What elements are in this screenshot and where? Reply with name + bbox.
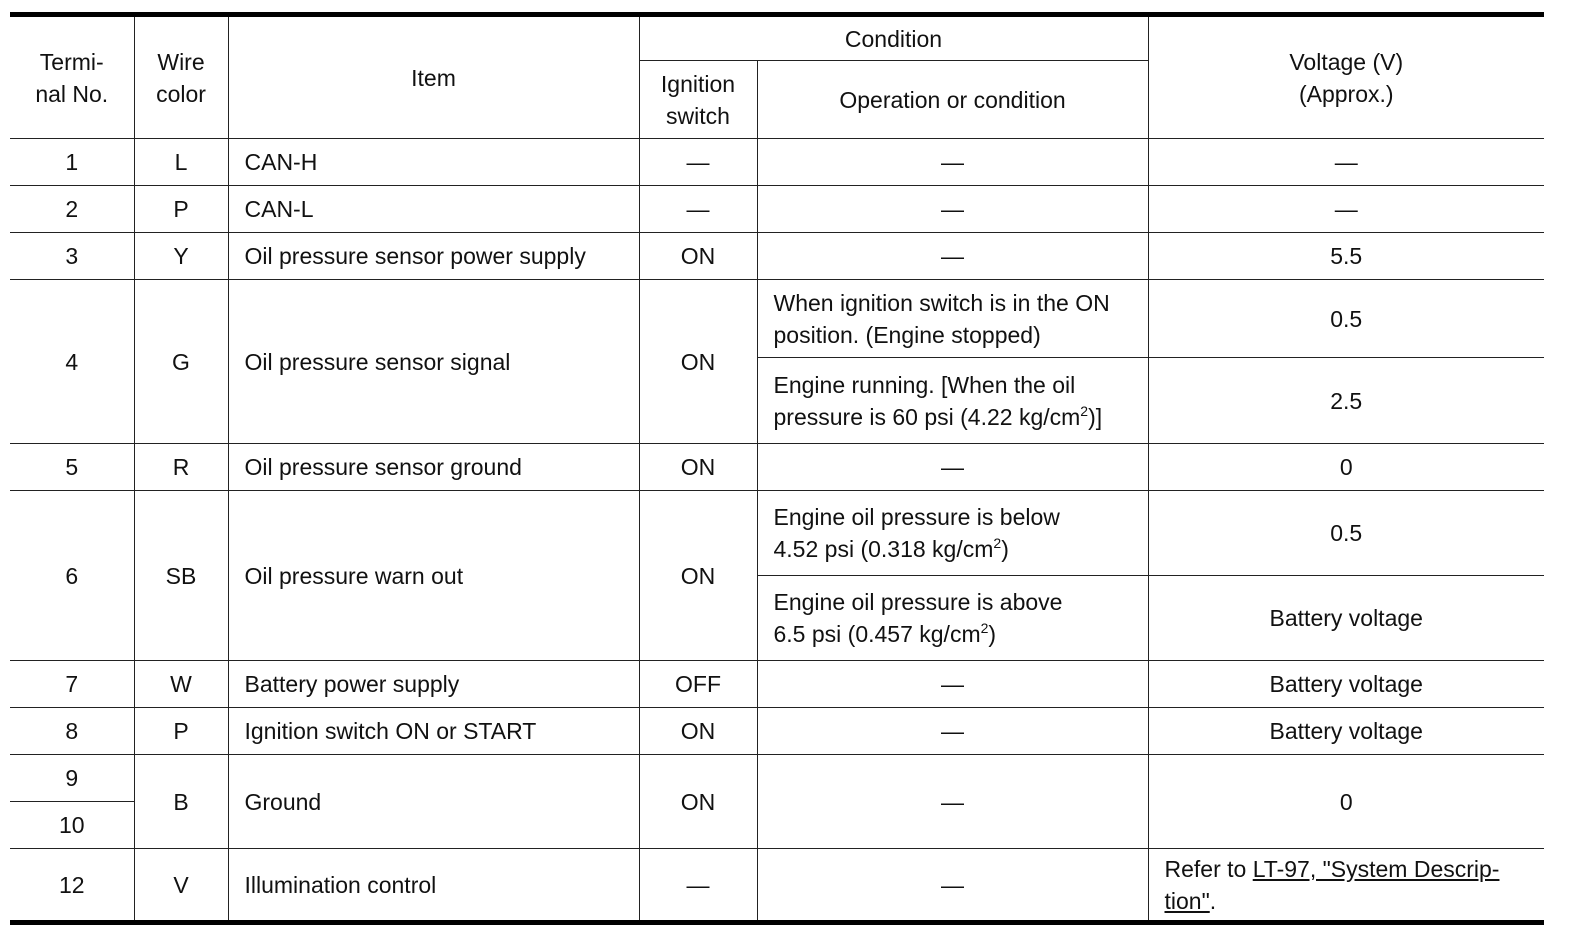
superscript: 2	[993, 535, 1002, 551]
operation-cell: —	[757, 849, 1148, 923]
terminal-cell: 8	[10, 708, 134, 755]
operation-text: Engine running. [When the oil pressure is 60 psi (4.22 kg/cm	[773, 371, 1081, 430]
operation-text-end: )]	[1088, 403, 1103, 430]
voltage-cell: 0.5	[1148, 280, 1544, 358]
operation-cell: —	[757, 661, 1148, 708]
header-condition: Condition	[639, 15, 1148, 61]
terminal-cell: 6	[10, 491, 134, 661]
voltage-cell: 0	[1148, 755, 1544, 849]
voltage-cell: 0.5	[1148, 491, 1544, 576]
operation-cell: —	[757, 755, 1148, 849]
terminal-cell: 1	[10, 139, 134, 186]
table-row	[10, 280, 1544, 358]
item-cell: Oil pressure sensor signal	[228, 280, 639, 444]
voltage-cell: 5.5	[1148, 233, 1544, 280]
header-voltage: Voltage (V) (Approx.)	[1148, 15, 1544, 139]
superscript: 2	[1080, 402, 1089, 419]
wire-cell: V	[134, 849, 228, 923]
operation-text: Engine oil pressure is above 6.5 psi (0.457 kg/cm	[773, 589, 1063, 647]
header-operation: Operation or condition	[757, 61, 1148, 139]
wire-cell: L	[134, 139, 228, 186]
item-cell: Ignition switch ON or START	[228, 708, 639, 755]
voltage-cell: Battery voltage	[1148, 661, 1544, 708]
operation-cell	[757, 358, 1148, 444]
ignition-cell: ON	[639, 708, 757, 755]
operation-cell: When ignition switch is in the ON position. (Engine stopped)	[757, 280, 1148, 358]
header-wire-color: Wire color	[134, 15, 228, 139]
ignition-cell: ON	[639, 280, 757, 444]
operation-text-end: )	[1001, 536, 1009, 562]
wire-cell: G	[134, 280, 228, 444]
table-row	[10, 661, 1544, 708]
item-cell: Illumination control	[228, 849, 639, 923]
table-row	[10, 491, 1544, 576]
item-cell: Oil pressure warn out	[228, 491, 639, 661]
terminal-cell: 2	[10, 186, 134, 233]
operation-cell: —	[757, 139, 1148, 186]
table-row	[10, 139, 1544, 186]
table-row	[10, 233, 1544, 280]
table-row	[10, 708, 1544, 755]
terminal-cell: 12	[10, 849, 134, 923]
item-cell: Oil pressure sensor power supply	[228, 233, 639, 280]
voltage-cell: —	[1148, 186, 1544, 233]
operation-cell: —	[757, 233, 1148, 280]
ignition-cell: ON	[639, 755, 757, 849]
item-cell: Battery power supply	[228, 661, 639, 708]
table-row	[10, 849, 1544, 923]
voltage-cell: 2.5	[1148, 358, 1544, 444]
wire-cell: W	[134, 661, 228, 708]
wire-cell: P	[134, 186, 228, 233]
voltage-cell	[1148, 849, 1544, 923]
wire-cell: B	[134, 755, 228, 849]
terminal-cell: 3	[10, 233, 134, 280]
ignition-cell: —	[639, 186, 757, 233]
operation-cell: —	[757, 186, 1148, 233]
wire-cell: Y	[134, 233, 228, 280]
item-cell: Oil pressure sensor ground	[228, 444, 639, 491]
ignition-cell: ON	[639, 233, 757, 280]
terminal-cell: 4	[10, 280, 134, 444]
header-row	[10, 15, 1544, 61]
terminal-cell: 5	[10, 444, 134, 491]
voltage-cell: 0	[1148, 444, 1544, 491]
header-ignition-switch: Ignition switch	[639, 61, 757, 139]
ignition-cell: ON	[639, 491, 757, 661]
table-row	[10, 444, 1544, 491]
ignition-cell: —	[639, 139, 757, 186]
voltage-cell: Battery voltage	[1148, 708, 1544, 755]
ignition-cell: ON	[639, 444, 757, 491]
operation-cell	[757, 491, 1148, 576]
operation-cell: —	[757, 708, 1148, 755]
voltage-cell: Battery voltage	[1148, 576, 1544, 661]
ignition-cell: —	[639, 849, 757, 923]
refer-text-end: .	[1209, 887, 1217, 914]
item-cell: Ground	[228, 755, 639, 849]
item-cell: CAN-L	[228, 186, 639, 233]
operation-cell: —	[757, 444, 1148, 491]
terminal-cell: 9	[10, 755, 134, 802]
operation-cell	[757, 576, 1148, 661]
operation-text-end: )	[988, 621, 997, 647]
voltage-cell: —	[1148, 139, 1544, 186]
header-terminal-no: Termi- nal No.	[10, 15, 134, 139]
system-description-link[interactable]: LT-97, "System Descrip- tion"	[1164, 855, 1500, 914]
refer-text: Refer to	[1164, 855, 1253, 882]
table-row	[10, 755, 1544, 802]
superscript: 2	[980, 620, 989, 636]
terminal-cell: 7	[10, 661, 134, 708]
ignition-cell: OFF	[639, 661, 757, 708]
terminal-spec-table	[10, 12, 1544, 925]
operation-text: Engine oil pressure is below 4.52 psi (0.318 kg/cm	[773, 504, 1060, 562]
table-row	[10, 186, 1544, 233]
item-cell: CAN-H	[228, 139, 639, 186]
terminal-cell: 10	[10, 802, 134, 849]
wire-cell: SB	[134, 491, 228, 661]
header-item: Item	[228, 15, 639, 139]
wire-cell: R	[134, 444, 228, 491]
wire-cell: P	[134, 708, 228, 755]
